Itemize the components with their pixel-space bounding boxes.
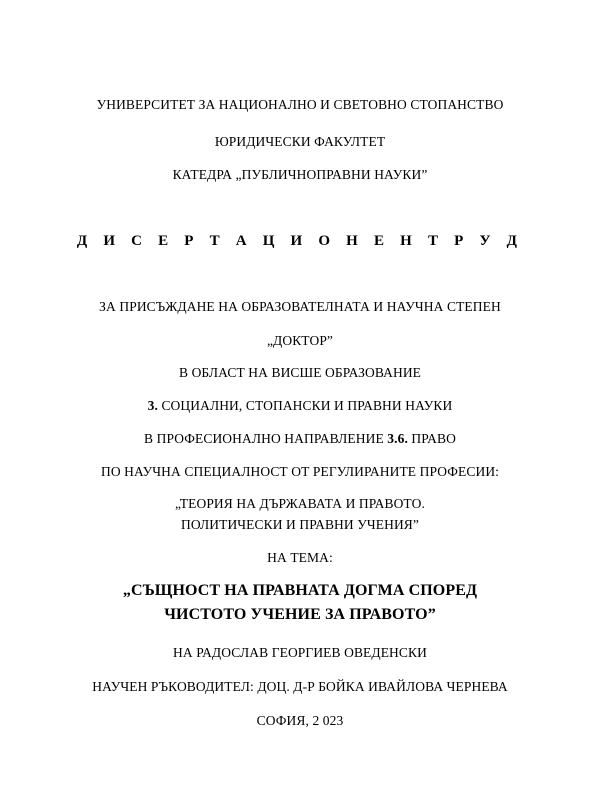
specialty-line-1: „ТЕОРИЯ НА ДЪРЖАВАТА И ПРАВОТО.: [175, 496, 425, 511]
field-intro: В ОБЛАСТ НА ВИСШЕ ОБРАЗОВАНИЕ: [178, 365, 422, 380]
field-number: 3.: [147, 398, 158, 413]
topic-line-2: ЧИСТОТО УЧЕНИЕ ЗА ПРАВОТО”: [164, 606, 436, 623]
author-line: НА РАДОСЛАВ ГЕОРГИЕВ ОВЕДЕНСКИ: [173, 645, 427, 660]
faculty-name: ЮРИДИЧЕСКИ ФАКУЛТЕТ: [214, 134, 386, 149]
university-name: УНИВЕРСИТЕТ ЗА НАЦИОНАЛНО И СВЕТОВНО СТОПАНСТВО: [96, 97, 504, 112]
topic-label: НА ТЕМА:: [267, 550, 333, 565]
department-name: КАТЕДРА „ПУБЛИЧНОПРАВНИ НАУКИ”: [172, 167, 428, 182]
direction-intro: В ПРОФЕСИОНАЛНО НАПРАВЛЕНИЕ: [144, 431, 388, 446]
supervisor-line: НАУЧЕН РЪКОВОДИТЕЛ: ДОЦ. Д-Р БОЙКА ИВАЙЛОВА ЧЕРНЕВА: [92, 679, 508, 694]
place-year: СОФИЯ, 2 023: [256, 713, 344, 728]
specialty-intro: ПО НАУЧНА СПЕЦИАЛНОСТ ОТ РЕГУЛИРАНИТЕ ПРОФЕСИИ:: [100, 464, 500, 479]
degree-purpose: ЗА ПРИСЪЖДАНЕ НА ОБРАЗОВАТЕЛНАТА И НАУЧНА СТЕПЕН: [99, 299, 501, 314]
degree-name: „ДОКТОР”: [266, 333, 334, 348]
direction-name: ПРАВО: [407, 431, 456, 446]
professional-direction: [0, 430, 600, 448]
field-of-education: [0, 397, 600, 415]
topic-line-1: „СЪЩНОСТ НА ПРАВНАТА ДОГМА СПОРЕД: [122, 582, 478, 599]
specialty-line-2: ПОЛИТИЧЕСКИ И ПРАВНИ УЧЕНИЯ”: [180, 517, 420, 532]
direction-number: 3.6.: [387, 431, 408, 446]
document-type-title: Д И С Е Р Т А Ц И О Н Е Н Т Р У Д: [76, 233, 524, 249]
field-name: СОЦИАЛНИ, СТОПАНСКИ И ПРАВНИ НАУКИ: [157, 398, 453, 413]
